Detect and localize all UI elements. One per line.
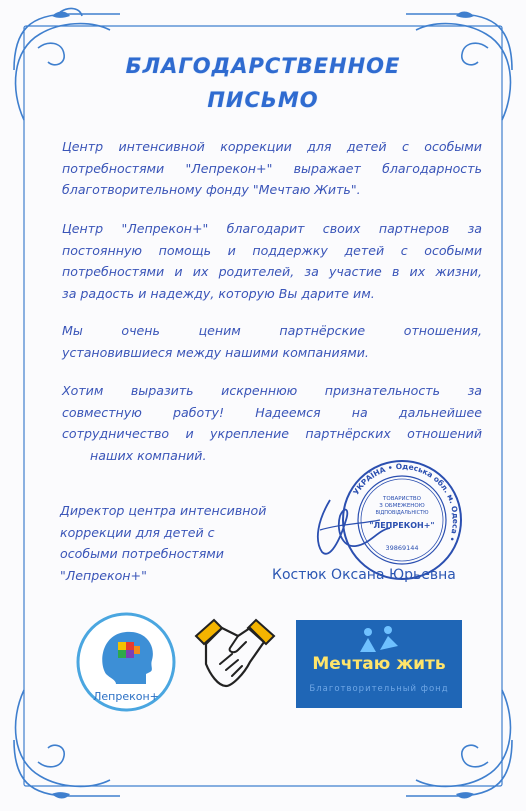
paragraph-line: Мы очень ценим партнёрские отношения,	[62, 323, 482, 338]
paragraph-1	[62, 136, 482, 201]
stamp-inner-line: З ОБМЕЖЕНОЮ	[379, 503, 425, 509]
paragraph-line: Центр "Лепрекон+" благодарит своих партнеров за	[62, 221, 482, 236]
handshake-icon	[192, 614, 278, 704]
stamp-center-name: "ЛЕПРЕКОН+"	[369, 521, 435, 530]
director-line: коррекции для детей с	[60, 524, 215, 540]
signer-name: Костюк Оксана Юрьевна	[272, 567, 456, 583]
paragraph-2	[62, 218, 482, 304]
signature	[300, 490, 420, 560]
director-line: Директор центра интенсивной	[60, 503, 267, 518]
leprekon-label: Лепрекон+	[93, 690, 159, 703]
paragraph-3	[62, 320, 482, 363]
brand-name: Мечтаю жить	[312, 654, 446, 674]
paragraph-4	[62, 380, 482, 466]
paragraph-line: потребностями "Лепрекон+" выражает благодарность	[62, 160, 482, 176]
paragraph-line: за радость и надежду, которую Вы дарите им.	[62, 285, 375, 301]
director-line: "Лепрекон+"	[60, 567, 147, 583]
paragraph-line: постоянную помощь и поддержку детей с особыми	[62, 242, 482, 258]
stamp-inner-line: ТОВАРИСТВО	[383, 496, 421, 502]
stamp-outer-text: УКРАЇНА • Одеська обл. м. Одеса •	[351, 461, 461, 543]
paragraph-line: благотворительному фонду "Мечтаю Жить".	[62, 182, 361, 197]
paragraph-line: совместную работу! Надеемся на дальнейшее	[62, 404, 482, 420]
director-line: особыми потребностями	[60, 546, 224, 561]
letter-title-line2: ПИСЬМО	[207, 88, 319, 112]
letter-title-line1: БЛАГОДАРСТВЕННОЕ	[125, 54, 401, 78]
figures-icon	[354, 624, 404, 654]
leprekon-logo	[76, 612, 176, 712]
stamp-inner-line: ВІДПОВІДАЛЬНІСТЮ	[375, 510, 429, 516]
paragraph-line: наших компаний.	[90, 447, 207, 463]
stamp-code: 39869144	[385, 544, 419, 552]
mechtayu-zhit-logo	[296, 620, 462, 708]
director-block	[60, 500, 300, 586]
paragraph-line: потребностями и их родителей, за участие в их жизни,	[62, 264, 482, 279]
paragraph-line: Центр интенсивной коррекции для детей с особыми	[62, 139, 482, 154]
paragraph-line: установившиеся между нашими компаниями.	[62, 344, 369, 360]
paragraph-line: Хотим выразить искреннюю признательность за	[62, 383, 482, 398]
paragraph-line: сотрудничество и укрепление партнёрских отношений	[62, 426, 482, 441]
brand-subtitle: Благотворительный фонд	[309, 684, 449, 694]
